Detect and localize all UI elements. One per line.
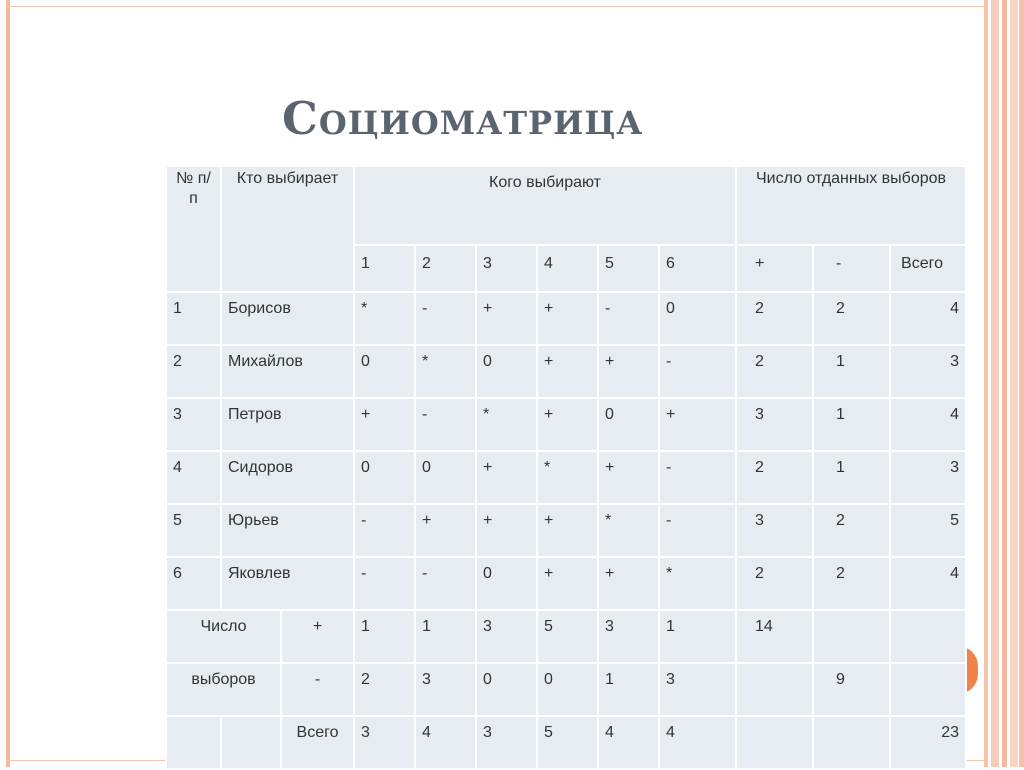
row-number: 1 [166,292,221,345]
row-cell: + [354,398,415,451]
summary-plus-sum: 14 [736,610,813,663]
empty-cell [890,663,966,716]
row-cell: * [598,504,659,557]
row-cell: - [659,345,736,398]
row-cell: - [415,292,476,345]
row-name: Юрьев [221,504,354,557]
header-who-chooses: Кто выбирает [221,166,354,292]
summary-minus-cell: 3 [659,663,736,716]
empty-cell [736,716,813,769]
row-cell: 0 [354,345,415,398]
row-plus: 2 [736,292,813,345]
summary-grand-total: 23 [890,716,966,769]
header-given-choices: Число отданных выборов [736,166,966,245]
summary-total-cell: 3 [354,716,415,769]
header-whom-chosen: Кого выбирают [354,166,736,245]
row-cell: + [537,504,598,557]
row-cell: - [415,557,476,610]
row-cell: 0 [476,557,537,610]
row-minus: 1 [813,398,890,451]
row-number: 6 [166,557,221,610]
summary-total-cell: 5 [537,716,598,769]
row-name: Сидоров [221,451,354,504]
row-cell: + [476,504,537,557]
summary-total-cell: 3 [476,716,537,769]
decor-stripe [984,0,988,767]
empty-cell [813,610,890,663]
row-cell: - [354,557,415,610]
row-number: 2 [166,345,221,398]
row-name: Яковлев [221,557,354,610]
table-row [166,504,966,557]
row-number: 4 [166,451,221,504]
row-total: 4 [890,557,966,610]
summary-plus-cell: 1 [415,610,476,663]
row-cell: + [598,345,659,398]
row-cell: + [598,451,659,504]
row-cell: - [354,504,415,557]
row-cell: 0 [598,398,659,451]
summary-minus-cell: 0 [537,663,598,716]
header-total: Всего [890,245,966,292]
table-row [166,292,966,345]
summary-plus-cell: 3 [476,610,537,663]
empty-cell [166,716,221,769]
row-cell: + [415,504,476,557]
row-cell: 0 [354,451,415,504]
decor-stripe [1002,0,1007,767]
decor-stripe [1019,0,1024,767]
row-plus: 3 [736,398,813,451]
header-col-6: 6 [659,245,736,292]
summary-plus-sign: + [281,610,354,663]
row-cell: * [476,398,537,451]
row-plus: 2 [736,451,813,504]
header-row [166,166,966,245]
row-cell: 0 [415,451,476,504]
summary-total-label: Всего [281,716,354,769]
row-cell: + [537,398,598,451]
row-number: 5 [166,504,221,557]
decor-stripe [991,0,999,767]
row-cell: - [659,451,736,504]
row-plus: 3 [736,504,813,557]
row-cell: + [537,292,598,345]
summary-row-total [166,716,966,769]
row-total: 4 [890,292,966,345]
row-cell: + [476,292,537,345]
row-total: 3 [890,345,966,398]
header-col-1: 1 [354,245,415,292]
summary-minus-cell: 0 [476,663,537,716]
header-col-3: 3 [476,245,537,292]
summary-total-cell: 4 [415,716,476,769]
row-minus: 2 [813,557,890,610]
row-minus: 1 [813,345,890,398]
frame-top-border [6,6,984,7]
row-name: Петров [221,398,354,451]
row-number: 3 [166,398,221,451]
summary-total-cell: 4 [659,716,736,769]
summary-plus-cell: 1 [659,610,736,663]
header-minus: - [813,245,890,292]
summary-label-bottom: выборов [166,663,281,716]
summary-minus-cell: 1 [598,663,659,716]
header-col-5: 5 [598,245,659,292]
row-total: 3 [890,451,966,504]
summary-row-plus [166,610,966,663]
row-name: Борисов [221,292,354,345]
empty-cell [736,663,813,716]
empty-cell [813,716,890,769]
row-cell: * [659,557,736,610]
summary-total-cell: 4 [598,716,659,769]
row-cell: * [537,451,598,504]
header-col-2: 2 [415,245,476,292]
row-cell: + [659,398,736,451]
summary-row-minus [166,663,966,716]
summary-minus-sum: 9 [813,663,890,716]
summary-minus-cell: 2 [354,663,415,716]
row-plus: 2 [736,557,813,610]
summary-plus-cell: 1 [354,610,415,663]
summary-label-top: Число [166,610,281,663]
table-row [166,451,966,504]
row-cell: + [598,557,659,610]
row-plus: 2 [736,345,813,398]
sociomatrix-table [165,165,967,770]
row-cell: 0 [476,345,537,398]
row-cell: * [415,345,476,398]
summary-minus-cell: 3 [415,663,476,716]
row-minus: 2 [813,292,890,345]
header-num: № п/п [166,166,221,292]
table-row [166,345,966,398]
row-cell: + [537,345,598,398]
summary-plus-cell: 5 [537,610,598,663]
row-name: Михайлов [221,345,354,398]
slide-title: Социоматрица [282,92,644,145]
header-plus: + [736,245,813,292]
empty-cell [890,610,966,663]
row-total: 5 [890,504,966,557]
frame-left-border [6,0,10,767]
summary-plus-cell: 3 [598,610,659,663]
row-cell: - [598,292,659,345]
decor-stripe [1010,0,1018,767]
summary-minus-sign: - [281,663,354,716]
row-cell: + [537,557,598,610]
row-cell: - [659,504,736,557]
row-cell: + [476,451,537,504]
row-minus: 2 [813,504,890,557]
empty-cell [221,716,281,769]
table-row [166,557,966,610]
row-total: 4 [890,398,966,451]
row-cell: - [415,398,476,451]
row-minus: 1 [813,451,890,504]
row-cell: * [354,292,415,345]
table-row [166,398,966,451]
header-col-4: 4 [537,245,598,292]
row-cell: 0 [659,292,736,345]
